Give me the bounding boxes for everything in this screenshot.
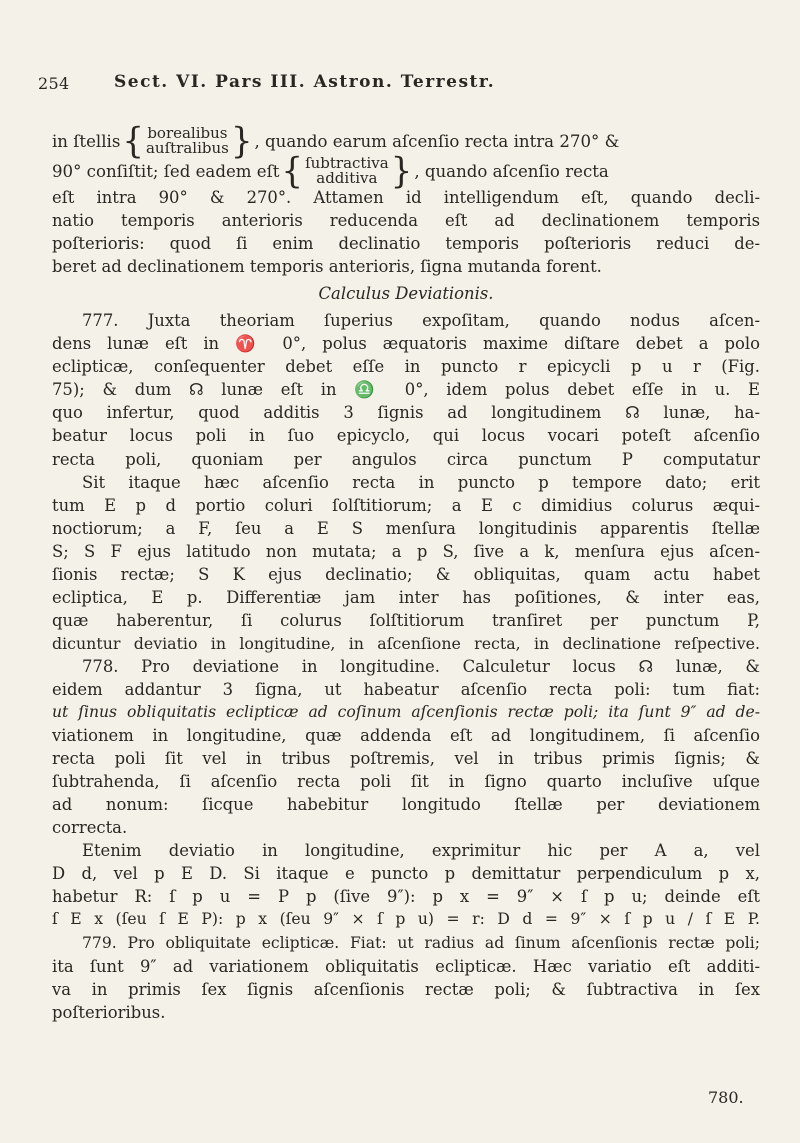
p777-line: 777. Juxta theoriam ſuperius expoſitam, quando nodus aſcen- [82,311,760,331]
p777-line: quo infertur, quod additis 3 ſignis ad longitudinem ☊ lunæ, ha- [52,403,760,423]
p777-line: S; S F ejus latitudo non mutata; a p S, ſive a k, menſura ejus aſcen- [52,541,760,561]
page-number: 254 [38,74,70,93]
p777-line: 75); & dum ☊ lunæ eſt in ♎ 0°, idem polus debet eſſe in u. E [52,380,760,400]
running-title: Sect. VI. Pars III. Astron. Terrestr. [114,72,496,92]
right-brace: } [390,150,413,192]
p777-line: beatur locus poli in ſuo epicyclo, qui locus vocari poteſt aſcenſio [52,426,760,446]
text-line: natio temporis anterioris reducenda eſt ad declinationem temporis [52,211,760,231]
text-line: beret ad declinationem temporis anterioris, ſigna mutanda forent. [52,257,602,277]
p777-line: tum E p d portio coluri ſolſtitiorum; a E c dimidius colurus æqui- [52,495,760,515]
p778-line: viationem in longitudine, quæ addenda eſt ad longitudinem, ſi aſcenſio [52,726,760,746]
text-line: eſt intra 90° & 270°. Attamen id intelligendum eſt, quando decli- [52,188,760,207]
main-text [52,186,760,1024]
p779-line: 779. Pro obliquitate eclipticæ. Fiat: ut radius ad ſinum aſcenſionis rectæ poli; [82,933,760,952]
left-brace: { [281,150,304,192]
brace-stack-2: ſubtractiva additiva [305,154,389,187]
p779-line: ita ſunt 9″ ad variationem obliquitatis eclipticæ. Hæc variatio eſt additi- [52,956,760,976]
p778-line: 778. Pro deviatione in longitudine. Calculetur locus ☊ lunæ, & [82,656,760,676]
p777-line: ſionis rectæ; S K ejus declinatio; & obliquitas, quam actu habet [52,564,760,584]
p777-line: dens lunæ eſt in ♈ 0°, polus æquatoris maxime diſtare debet a polo [52,334,760,354]
formula-line: ſ E x (ſeu ſ E P): p x (ſeu 9″ × ſ p u) = r: D d = 9″ × ſ p u / ſ E P. [52,910,760,929]
p778-line: eidem addantur 3 ſigna, ut habeatur aſcenſio recta poli: tum fiat: [52,679,760,699]
opening-brace-block [52,120,760,192]
section-heading: Calculus Deviationis. [318,284,494,304]
right-brace: } [230,120,253,162]
p778-line: ut ſinus obliquitatis eclipticæ ad coſinum aſcenſionis rectæ poli; ita ſunt 9″ ad de- [52,703,760,722]
catchword: 780. [708,1088,744,1107]
brace-stack-1: borealibus auſtralibus [145,124,229,157]
p778-line: D d, vel p E D. Si itaque e puncto p demittatur perpendiculum p x, [52,864,760,884]
p777-line: recta poli, quoniam per angulos circa punctum P computatur [52,449,760,469]
p778-line: Etenim deviatio in longitudine, exprimitur hic per A a, vel [82,841,760,861]
p779-line: va in primis ſex ſignis aſcenſionis rectæ poli; & ſubtractiva in ſex [52,979,760,999]
p777-line: ecliptica, E p. Differentiæ jam inter has poſitiones, & inter eas, [52,587,760,607]
p777-line: eclipticæ, conſequenter debet eſſe in puncto r epicycli p u r (Fig. [52,357,760,377]
left-brace: { [122,120,144,162]
brace-line-2: 90° conſiſtit; ſed eadem eſt { ſubtractiva additiva } , quando aſcenſio recta [52,150,609,192]
p778-line: correcta. [52,818,128,838]
p778-line: habetur R: ſ p u = P p (ſive 9″): p x = 9″ × ſ p u; deinde eſt [52,887,760,907]
p777-line: quæ haberentur, ſi colurus ſolſtitiorum tranſiret per punctum P, [52,610,760,630]
p777-line: dicuntur deviatio in longitudine, in aſcenſione recta, in declinatione reſpective. [52,633,760,653]
p778-line: ſubtrahenda, ſi aſcenſio recta poli ſit in ſigno quarto incluſive uſque [52,772,760,792]
p779-line: poſterioribus. [52,1002,166,1022]
p778-line: recta poli ſit vel in tribus poſtremis, vel in tribus primis ſignis; & [52,749,760,769]
brace-line-1: in ſtellis { borealibus auſtralibus } , quando earum aſcenſio recta intra 270° & [52,120,620,162]
text-line: poſterioris: quod ſi enim declinatio temporis poſterioris reduci de- [52,234,760,254]
p778-line: ad nonum: ſicque habebitur longitudo ſtellæ per deviationem [52,795,760,815]
p777-line: Sit itaque hæc aſcenſio recta in puncto p tempore dato; erit [82,472,760,492]
p777-line: noctiorum; a F, ſeu a E S menſura longitudinis apparentis ſtellæ [52,518,760,538]
